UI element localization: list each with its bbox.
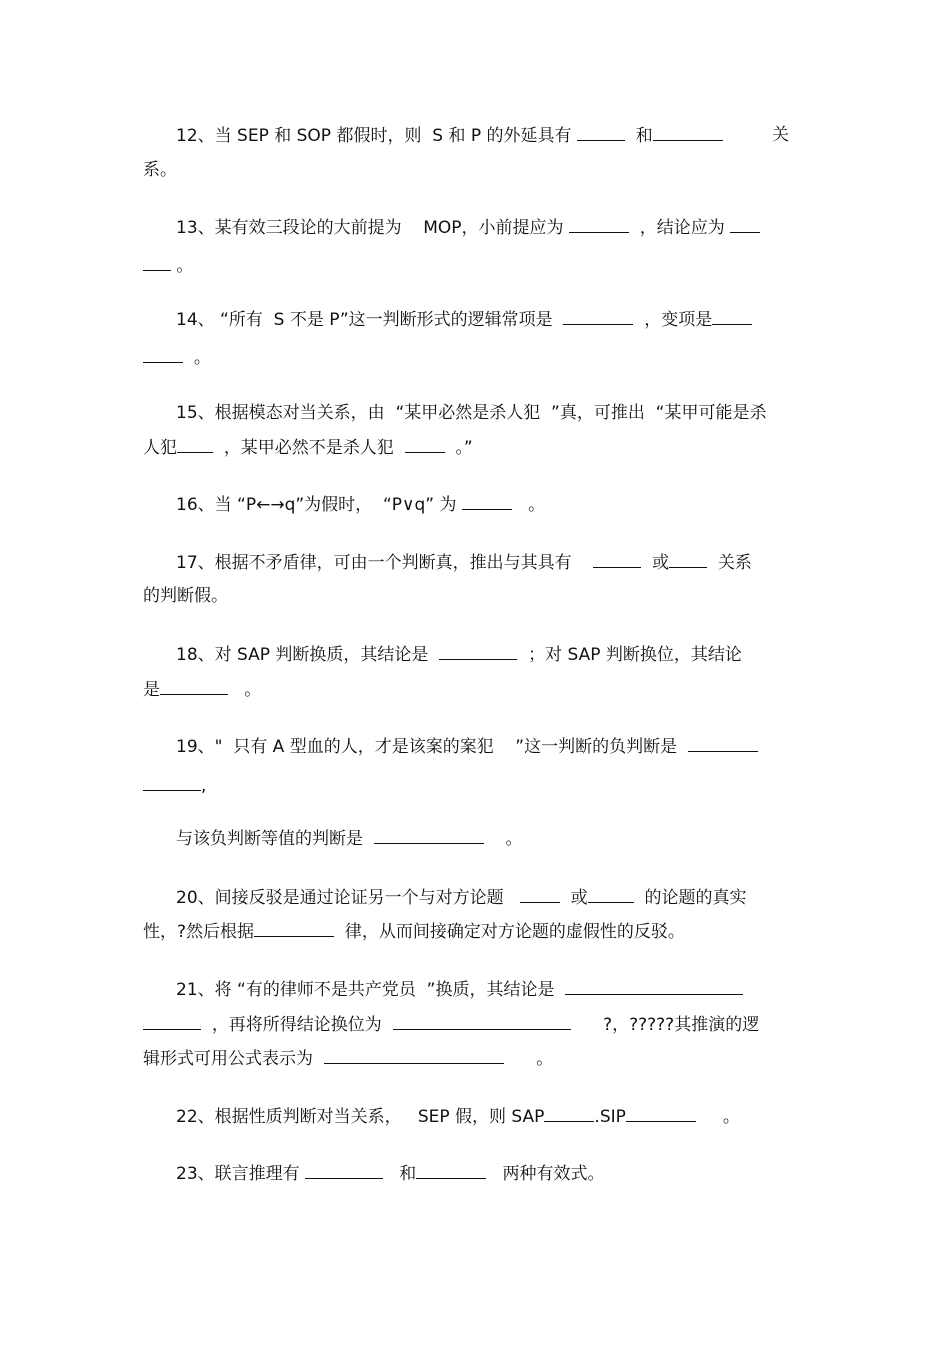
question-15-line2: 人犯 ，某甲必然不是杀人犯 。” — [143, 438, 473, 458]
question-16-line1: 16、当 “P←→q”为假时， “P∨q” 为 。 — [176, 495, 546, 515]
question-21-line2: ，再将所得结论换位为 ?，?????其推演的逻 — [143, 1013, 759, 1036]
question-12-line2: 系。 — [143, 160, 177, 180]
answer-blank — [143, 254, 171, 271]
answer-blank — [393, 1013, 571, 1030]
question-19-line3: 与该负判断等值的判断是 。 — [176, 829, 523, 849]
answer-blank — [730, 216, 760, 233]
answer-blank — [669, 551, 707, 568]
question-13-line2: 。 — [143, 254, 193, 277]
answer-blank — [565, 978, 743, 995]
answer-blank — [462, 493, 512, 510]
answer-blank — [324, 1047, 504, 1064]
answer-blank — [143, 1013, 201, 1030]
answer-blank — [577, 124, 625, 141]
answer-blank — [653, 124, 723, 141]
question-17-line2: 的判断假。 — [143, 586, 228, 606]
answer-blank — [374, 827, 484, 844]
question-19-line2: , — [143, 774, 206, 797]
answer-blank — [569, 216, 629, 233]
question-13-line1: 13、某有效三段论的大前提为 MOP，小前提应为 ，结论应为 — [176, 216, 760, 239]
question-15-line1: 15、根据模态对当关系，由 “某甲必然是杀人犯 ”真，可推出 “某甲可能是杀 — [176, 403, 767, 423]
answer-blank — [588, 886, 634, 903]
answer-blank — [405, 436, 445, 453]
answer-blank — [688, 735, 758, 752]
answer-blank — [563, 308, 633, 325]
answer-blank — [416, 1162, 486, 1179]
question-14-line1: 14、 “所有 S 不是 P”这一判断形式的逻辑常项是 ，变项是 — [176, 308, 752, 331]
question-21-line3: 辑形式可用公式表示为 。 — [143, 1049, 554, 1069]
answer-blank — [254, 920, 334, 937]
question-17-line1: 17、根据不矛盾律，可由一个判断真，推出与其具有 或 关系 — [176, 553, 752, 573]
question-14-line2: 。 — [143, 346, 211, 369]
answer-blank — [439, 643, 517, 660]
question-22-line1: 22、根据性质判断对当关系， SEP 假，则 SAP .SIP 。 — [176, 1107, 740, 1127]
answer-blank — [520, 886, 560, 903]
question-18-line1: 18、对 SAP 判断换质，其结论是 ；对 SAP 判断换位，其结论 — [176, 645, 742, 665]
answer-blank — [593, 551, 641, 568]
question-20-line1: 20、间接反驳是通过论证另一个与对方论题 或 的论题的真实 — [176, 888, 747, 908]
answer-blank — [160, 678, 228, 695]
answer-blank — [712, 308, 752, 325]
answer-blank — [626, 1105, 696, 1122]
answer-blank — [177, 436, 213, 453]
question-20-line2: 性，?然后根据 律，从而间接确定对方论题的虚假性的反驳。 — [143, 922, 685, 942]
answer-blank — [143, 774, 201, 791]
question-12-tail: 关 — [772, 125, 789, 145]
question-12-line1: 12、当 SEP 和 SOP 都假时，则 S 和 P 的外延具有 和 — [176, 124, 723, 147]
question-19-line1: 19、" 只有 A 型血的人，才是该案的案犯 ”这一判断的负判断是 — [176, 735, 758, 758]
question-18-line2: 是 。 — [143, 680, 262, 700]
question-23-line1: 23、联言推理有 和 两种有效式。 — [176, 1164, 605, 1184]
answer-blank — [143, 346, 183, 363]
answer-blank — [544, 1105, 594, 1122]
question-21-line1: 21、将 “有的律师不是共产党员 ”换质，其结论是 — [176, 978, 743, 1001]
answer-blank — [305, 1162, 383, 1179]
